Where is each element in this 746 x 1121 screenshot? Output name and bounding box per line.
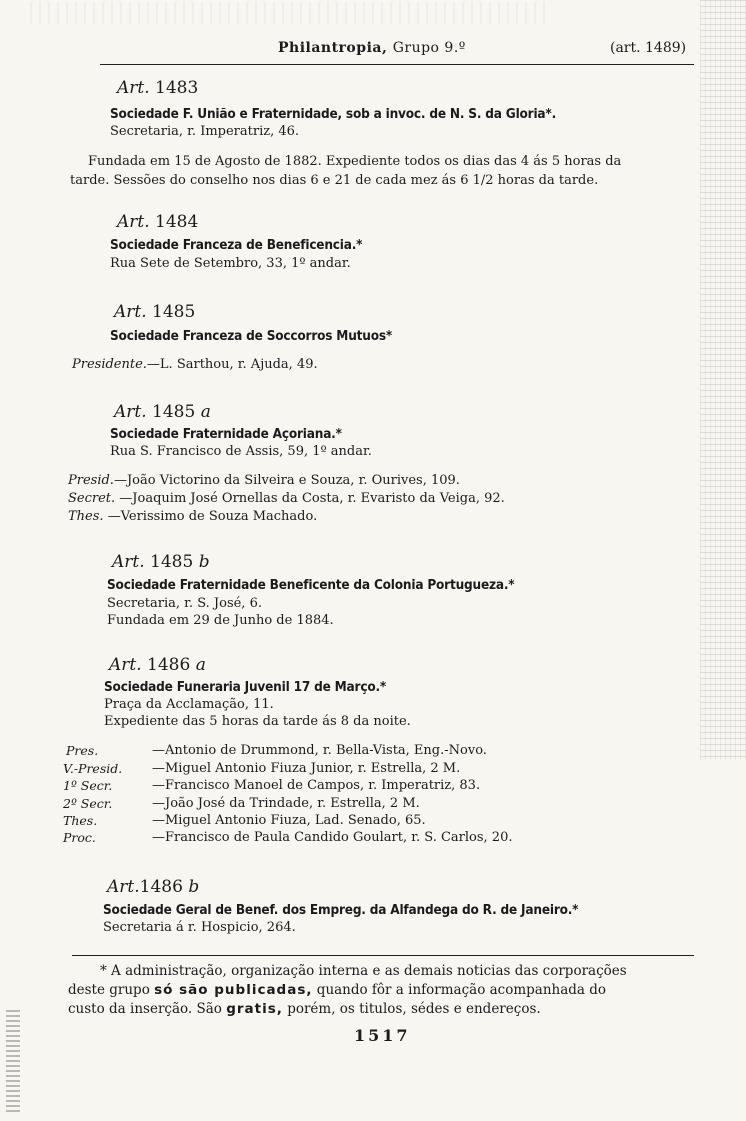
address-line: Rua Sete de Setembro, 33, 1º andar. bbox=[110, 256, 351, 271]
officer-value: —Miguel Antonio Fiuza Junior, r. Estrella, 2 M. bbox=[152, 761, 461, 776]
hours-line: Expediente das 5 horas da tarde ás 8 da noite. bbox=[104, 714, 411, 729]
address-line: Secretaria á r. Hospicio, 264. bbox=[103, 920, 296, 935]
page-number: 1517 bbox=[354, 1026, 411, 1045]
officer-role: Thes. bbox=[63, 813, 98, 828]
article-heading: Art. 1485 a bbox=[114, 402, 211, 422]
society-name: Sociedade F. União e Fraternidade, sob a invoc. de N. S. da Gloria*. bbox=[110, 106, 556, 122]
footnote-rule bbox=[72, 955, 694, 956]
officer-role: 1º Secr. bbox=[63, 778, 113, 793]
officer-value: —Francisco Manoel de Campos, r. Imperatriz, 83. bbox=[152, 778, 481, 793]
officer-value: —Antonio de Drummond, r. Bella-Vista, Eng.-Novo. bbox=[152, 743, 487, 758]
officer-role: V.-Presid. bbox=[63, 761, 123, 776]
running-header bbox=[0, 40, 746, 62]
address-line: Secretaria, r. Imperatriz, 46. bbox=[110, 124, 300, 139]
article-heading: Art. 1483 bbox=[117, 78, 199, 98]
article-heading: Art. 1485 bbox=[114, 302, 196, 322]
society-name: Sociedade Franceza de Beneficencia.* bbox=[110, 237, 363, 253]
scan-edge-artifact bbox=[700, 0, 746, 760]
society-name: Sociedade Funeraria Juvenil 17 de Março.* bbox=[104, 679, 387, 695]
officer-role: Pres. bbox=[66, 743, 99, 758]
scan-noise bbox=[30, 2, 550, 24]
description-line: tarde. Sessões do conselho nos dias 6 e 21 de cada mez ás 6 1/2 horas da tarde. bbox=[70, 173, 599, 188]
header-rule bbox=[100, 64, 694, 65]
officer-line: Secret. —Joaquim José Ornellas da Costa, r. Evaristo da Veiga, 92. bbox=[68, 491, 505, 506]
society-name: Sociedade Franceza de Soccorros Mutuos* bbox=[110, 328, 393, 344]
article-heading: Art. 1484 bbox=[117, 212, 199, 232]
address-line: Secretaria, r. S. José, 6. bbox=[107, 596, 262, 611]
article-heading: Art. 1485 b bbox=[112, 552, 210, 572]
society-name: Sociedade Fraternidade Beneficente da Colonia Portugueza.* bbox=[107, 577, 515, 593]
officer-role: Proc. bbox=[63, 830, 96, 845]
officer-line: Presidente.—L. Sarthou, r. Ajuda, 49. bbox=[72, 357, 318, 372]
address-line: Rua S. Francisco de Assis, 59, 1º andar. bbox=[110, 444, 372, 459]
society-name: Sociedade Geral de Benef. dos Empreg. da Alfandega do R. de Janeiro.* bbox=[103, 902, 579, 918]
header-title: Philantropia, Grupo 9.º bbox=[278, 40, 466, 56]
officer-value: —Miguel Antonio Fiuza, Lad. Senado, 65. bbox=[152, 813, 426, 828]
founding-line: Fundada em 29 de Junho de 1884. bbox=[107, 613, 334, 628]
society-name: Sociedade Fraternidade Açoriana.* bbox=[110, 426, 342, 442]
description-line: Fundada em 15 de Agosto de 1882. Expediente todos os dias das 4 ás 5 horas da bbox=[88, 154, 622, 169]
officer-value: —Francisco de Paula Candido Goulart, r. S. Carlos, 20. bbox=[152, 830, 513, 845]
officer-role: 2º Secr. bbox=[63, 796, 113, 811]
article-heading: Art.1486 b bbox=[107, 877, 200, 897]
header-article-range: (art. 1489) bbox=[610, 40, 687, 56]
officer-value: —João José da Trindade, r. Estrella, 2 M. bbox=[152, 796, 420, 811]
article-heading: Art. 1486 a bbox=[109, 655, 206, 675]
address-line: Praça da Acclamação, 11. bbox=[104, 697, 274, 712]
scan-edge-artifact-left bbox=[6, 1010, 20, 1115]
officer-line: Thes. —Verissimo de Souza Machado. bbox=[68, 509, 318, 524]
officer-line: Presid.—João Victorino da Silveira e Souza, r. Ourives, 109. bbox=[68, 473, 460, 488]
footnote: * A administração, organização interna e as demais noticias das corporações deste grupo só são publicadas, quando fôr a informação acompanhada do custo da inserção. São gratis, porém, os titulos, sédes e endereços. bbox=[68, 963, 627, 1017]
